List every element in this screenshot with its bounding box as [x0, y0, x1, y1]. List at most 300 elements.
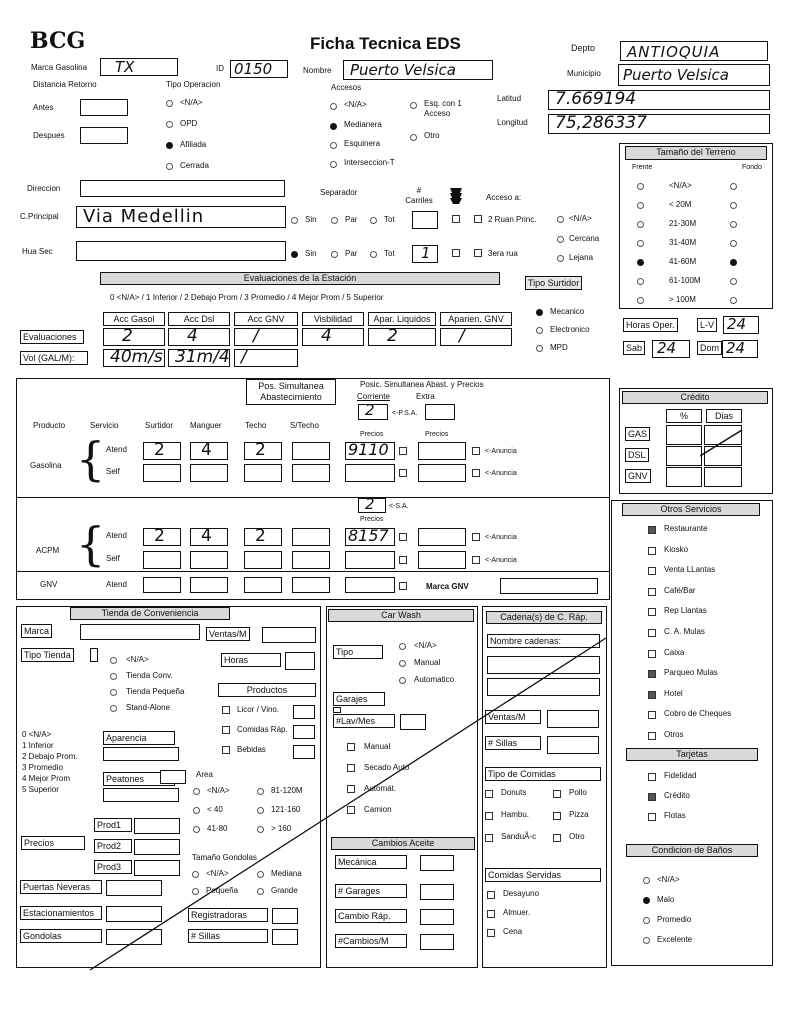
product-col-header: Manguer [190, 421, 222, 430]
separador-tot-radio[interactable] [370, 217, 377, 224]
sin-label: Sin [305, 249, 317, 258]
garajes-label: Garajes [333, 692, 385, 706]
precio-label-1: Precios [360, 431, 384, 438]
psa-label: <-P.S.A. [392, 410, 418, 417]
credito-dias-field[interactable] [704, 467, 742, 487]
acpm-label: ACPM [36, 546, 60, 555]
credito-row-gnv: GNV [625, 469, 651, 483]
eval-field[interactable]: 4 [168, 328, 230, 346]
servicio-check-venta-llantas[interactable] [648, 567, 656, 575]
id-label: ID [216, 64, 224, 73]
tamano-option: Grande [271, 886, 298, 895]
depto-field[interactable]: ANTIOQUIA [620, 41, 768, 61]
productos-divider [16, 497, 610, 498]
fondo-radio-20m[interactable] [730, 202, 737, 209]
accesos-label: <N/A> [344, 100, 367, 109]
semaforo-check[interactable] [452, 249, 460, 257]
acpm-self-extra-check[interactable] [472, 556, 480, 564]
surtidor-radio-mecanico[interactable] [536, 309, 543, 316]
despues-field[interactable] [80, 127, 128, 144]
evaluaciones-scale: 0 <N/A> / 1 Inferior / 2 Debajo Prom / 3 Promedio / 4 Mejor Prom / 5 Superior [110, 293, 384, 302]
tienda-gondolas-label: Gondolas [20, 929, 102, 943]
tipo-op-radio-afiliada[interactable] [166, 142, 173, 149]
gasolina-atend-extra-field[interactable] [418, 442, 466, 460]
acceso-cercana-radio[interactable] [557, 236, 564, 243]
comida-label: Donuts [501, 788, 527, 797]
accesos-radio-esq-con-1-acceso[interactable] [410, 102, 417, 109]
servicio-check-caixa[interactable] [648, 650, 656, 658]
tipo-tienda-label: Tipo Tienda [21, 648, 74, 662]
latitud-field[interactable]: 7.669194 [548, 90, 770, 110]
product-col-header: Servicio [90, 421, 119, 430]
gasolina-self-field[interactable] [244, 464, 282, 482]
surtidor-label: Mecanico [550, 307, 585, 316]
frente-radio-100m[interactable] [637, 297, 644, 304]
separador-sin-radio[interactable] [291, 217, 298, 224]
acpm-psa-field[interactable]: 2 [358, 498, 386, 513]
surtidor-radio-electronico[interactable] [536, 327, 543, 334]
fondo-radio-21-30m[interactable] [730, 221, 737, 228]
lv-label: L-V [697, 318, 717, 332]
acpm-anuncia-label: <-Anuncia [485, 557, 517, 564]
lv-field[interactable]: 24 [723, 316, 759, 334]
gasolina-self-anuncia-check[interactable] [399, 469, 407, 477]
gasolina-self-label: Self [106, 467, 120, 476]
acceso-lejana-label: Lejana [569, 253, 594, 262]
product-col-header: Techo [245, 421, 267, 430]
terreno-label: > 100M [669, 295, 696, 304]
traffic-light-icon [448, 186, 464, 206]
acpm-self-field[interactable] [143, 551, 181, 569]
cadena-title: Cadena(s) de C. Ráp. [486, 611, 602, 624]
gasolina-atend-field[interactable]: 2 [244, 442, 282, 460]
latitud-label: Latitud [497, 94, 522, 103]
c-principal-field[interactable]: Via Medellin [76, 206, 286, 228]
direccion-field[interactable] [80, 180, 285, 197]
nombre-label: Nombre [303, 66, 332, 75]
vol-field[interactable]: / [234, 349, 298, 367]
gasolina-self-extra-check[interactable] [472, 469, 480, 477]
acceso-na-radio[interactable] [557, 216, 564, 223]
tienda-scale-item: 3 Promedio [22, 763, 63, 772]
acpm-anuncia-label: <-Anuncia [485, 534, 517, 541]
servicio-label: Restaurante [664, 524, 708, 533]
separador-par-radio[interactable] [331, 251, 338, 258]
credito-row-dsl: DSL [625, 448, 649, 462]
credito-dias-header: Dias [706, 409, 742, 423]
longitud-label: Longitud [497, 118, 528, 127]
servicio-check-otros[interactable] [648, 732, 656, 740]
sin-label: Sin [305, 215, 317, 224]
vol-field[interactable]: 31m/4 [168, 349, 230, 367]
banos-label: Malo [657, 895, 675, 904]
tipo-comidas-label: Tipo de Comidas [485, 767, 601, 781]
corriente-psa-field[interactable]: 2 [358, 404, 388, 420]
carriles-label: # Carriles [405, 186, 433, 205]
servicio-check-parqueo-mulas[interactable] [648, 670, 656, 678]
servicio-label: Kiosko [664, 544, 689, 554]
logo: BCG [30, 28, 86, 54]
accesos-label: Interseccion-T [344, 158, 395, 167]
eval-field[interactable]: 2 [368, 328, 436, 346]
producto-label: Bebidas [237, 745, 266, 754]
servicio-label: Caixa [664, 647, 685, 657]
sa-label: <-S.A. [389, 503, 409, 510]
acpm-atend-extra-check[interactable] [472, 533, 480, 541]
surtidor-label: MPD [550, 343, 568, 352]
tienda-scale-item: 1 Inferior [22, 741, 54, 750]
acpm-atend-field[interactable]: 2 [143, 528, 181, 546]
separador-sin-radio[interactable] [291, 251, 298, 258]
direccion-label: Direccion [27, 184, 61, 193]
marca-gnv-field[interactable] [500, 578, 598, 594]
tienda-puertas-label: Puertas Neveras [20, 880, 102, 894]
acpm-atend-precio-field[interactable]: 8157 [345, 528, 395, 546]
lav-mes-label: #Lav/Mes [333, 714, 395, 728]
gnv-field[interactable] [143, 577, 181, 593]
area-label: Area [196, 770, 213, 779]
gnv-field[interactable] [292, 577, 330, 593]
accesos-radio-interseccion-t[interactable] [330, 161, 337, 168]
banos-label: <N/A> [657, 875, 680, 884]
accesos-radio-n-a[interactable] [330, 103, 337, 110]
acceso-a-label: Acceso a: [486, 193, 522, 202]
fondo-radio-100m[interactable] [730, 297, 737, 304]
tipo-op-label: OPD [180, 119, 198, 128]
eval-field[interactable]: 2 [103, 328, 165, 346]
banos-radio-n-a[interactable] [643, 877, 650, 884]
carriles-field[interactable] [412, 211, 438, 229]
acceso-check[interactable] [474, 249, 482, 257]
frente-radio-41-60m[interactable] [637, 259, 644, 266]
tot-label: Tot [384, 249, 395, 258]
comidas-servidas-label: Comidas Servidas [485, 868, 601, 882]
banos-label: Promedio [657, 915, 692, 924]
tipo-tienda-option: Stand-Alone [126, 703, 171, 712]
terreno-label: < 20M [669, 200, 692, 209]
carwash-tipo-label: Tipo [333, 645, 383, 659]
acceso-cercana-label: Cercana [569, 234, 600, 243]
gasolina-anuncia-label: <-Anuncia [485, 448, 517, 455]
gnv-label: GNV [40, 580, 58, 589]
credito-strike [700, 428, 744, 458]
acpm-atend-extra-field[interactable] [418, 528, 466, 546]
acpm-atend-anuncia-check[interactable] [399, 533, 407, 541]
comida-label: Hambu. [501, 810, 530, 819]
fondo-radio-n-a[interactable] [730, 183, 737, 190]
tarjeta-label: Crédito [664, 791, 690, 800]
peatones-label: Peatones [103, 772, 175, 786]
marca-gasolina-field[interactable]: TX [100, 58, 178, 76]
accesos-title: Accesos [331, 83, 362, 92]
servicio-label: Hotel [664, 688, 683, 698]
eval-col-header: Acc GNV [234, 312, 298, 326]
fondo-radio-61-100m[interactable] [730, 278, 737, 285]
aparencia-label: Aparencia [103, 731, 175, 745]
frente-radio-31-40m[interactable] [637, 240, 644, 247]
hua-sec-field[interactable] [76, 241, 286, 261]
posic-title: Posic. Simultanea Abast. y Precios [360, 380, 484, 389]
acpm-atend-field[interactable]: 2 [244, 528, 282, 546]
tienda-scale-item: 4 Mejor Prom [22, 774, 71, 783]
gnv-check[interactable] [399, 582, 407, 590]
gasolina-atend-field[interactable]: 2 [143, 442, 181, 460]
tamano-terreno-title: Tamaño del Terreno [625, 146, 767, 160]
sab-label: Sab [623, 341, 645, 355]
tarjeta-check-fidelidad[interactable] [648, 773, 656, 781]
tamano-option: Mediana [271, 869, 302, 878]
servida-label: Almuer. [503, 908, 531, 917]
gasolina-atend-precio-field[interactable]: 9110 [345, 442, 395, 460]
fondo-radio-41-60m[interactable] [730, 259, 737, 266]
horas-label: Horas [221, 653, 281, 667]
tienda-ventas-label: Ventas/M [206, 627, 250, 641]
prod-box-label: Prod2 [94, 839, 132, 853]
tipo-op-radio-opd[interactable] [166, 121, 173, 128]
eval-field[interactable]: 4 [302, 328, 364, 346]
gnv-field[interactable] [345, 577, 395, 593]
accesos-radio-otro[interactable] [410, 134, 417, 141]
eval-col-header: Aparien. GNV [440, 312, 512, 326]
tipo-op-label: Afiliada [180, 140, 207, 149]
gasolina-self-field[interactable] [292, 464, 330, 482]
servicio-label: C. A. Mulas [664, 627, 705, 636]
credito-pct-field[interactable] [666, 446, 702, 466]
cadena-ventas-label: Ventas/M [485, 710, 541, 724]
carwash-cambios_m-label: #Cambios/M [335, 934, 407, 948]
semaforo-check[interactable] [452, 215, 460, 223]
horas-oper-label: Horas Oper. [623, 318, 678, 332]
gasolina-self-precio-field[interactable] [345, 464, 395, 482]
tienda-marca-label: Marca [21, 624, 52, 638]
area-option: 81-120M [271, 786, 303, 795]
comida-label: Pollo [569, 788, 587, 797]
acceso-check[interactable] [474, 215, 482, 223]
acpm-self-field[interactable] [292, 551, 330, 569]
municipio-field[interactable]: Puerto Velsica [618, 64, 770, 86]
banos-radio-promedio[interactable] [643, 917, 650, 924]
tipo-op-label: Cerrada [180, 161, 209, 170]
servicio-check-hotel[interactable] [648, 691, 656, 699]
extra-label: Extra [416, 392, 435, 401]
carwash-title: Car Wash [328, 609, 474, 622]
banos-label: Excelente [657, 935, 693, 944]
fondo-radio-31-40m[interactable] [730, 240, 737, 247]
frente-radio-61-100m[interactable] [637, 278, 644, 285]
carwash-cambio_rap-label: Cambio Ráp. [335, 909, 407, 923]
dom-field[interactable]: 24 [722, 340, 758, 358]
servida-label: Cena [503, 927, 523, 936]
eval-col-header: Visbilidad [302, 312, 364, 326]
precio-label-2: Precios [425, 431, 449, 438]
otros-servicios-title: Otros Servicios [622, 503, 760, 516]
antes-field[interactable] [80, 99, 128, 116]
tarjeta-label: Flotas [664, 811, 686, 820]
gnv-field[interactable] [190, 577, 228, 593]
banos-title: Condicion de Baños [626, 844, 758, 857]
c-principal-label: C.Principal [20, 212, 59, 221]
servicio-label: Parqueo Mulas [664, 668, 718, 678]
acpm-self-field[interactable] [190, 551, 228, 569]
frente-radio-21-30m[interactable] [637, 221, 644, 228]
nombre-field[interactable]: Puerto Velsica [343, 60, 493, 80]
eval-col-header: Apar. Liquidos [368, 312, 436, 326]
gasolina-atend-field[interactable] [292, 442, 330, 460]
gasolina-self-extra-field[interactable] [418, 464, 466, 482]
nombre-cadenas-label: Nombre cadenas: [487, 634, 600, 648]
acceso-na-label: <N/A> [569, 214, 592, 223]
accesos-label: Esq. con 1 Acceso [424, 99, 462, 118]
terreno-label: 31-40M [669, 238, 697, 247]
surtidor-label: Electronico [550, 325, 590, 334]
evaluaciones-row-label: Evaluaciones [20, 330, 84, 344]
id-field[interactable]: 0150 [230, 60, 288, 78]
servicio-check-restaurante[interactable] [648, 526, 656, 534]
credito-title: Crédito [622, 391, 768, 404]
tienda-scale-item: 2 Debajo Prom. [22, 752, 78, 761]
longitud-field[interactable]: 75,286337 [548, 114, 770, 134]
distancia-title: Distancia Retorno [33, 80, 97, 89]
tipo-tienda-option: Tienda Conv. [126, 671, 173, 680]
servicio-label: Rep Llantas [664, 606, 707, 616]
eval-field[interactable]: / [234, 328, 298, 346]
corriente-label: Corriente [357, 392, 390, 401]
tienda-title: Tienda de Conveniencia [70, 607, 230, 620]
tarjeta-label: Fidelidad [664, 771, 697, 780]
area-option: > 160 [271, 824, 292, 833]
acpm-self-extra-field[interactable] [418, 551, 466, 569]
tienda-scale-item: 5 Superior [22, 785, 59, 794]
servicio-check-c-a-mulas[interactable] [648, 629, 656, 637]
carriles-field[interactable]: 1 [412, 245, 438, 263]
servicio-check-rep-llantas[interactable] [648, 608, 656, 616]
servicio-check-caf-bar[interactable] [648, 588, 656, 596]
comida-label: Otro [569, 832, 585, 841]
servida-label: Desayuno [503, 889, 540, 898]
frente-label: Frente [632, 164, 653, 171]
gasolina-atend-extra-check[interactable] [472, 447, 480, 455]
acpm-atend-field[interactable] [292, 528, 330, 546]
accesos-radio-medianera[interactable] [330, 123, 337, 130]
vol-field[interactable]: 40m/s [103, 349, 165, 367]
carwash-tipo-option: Manual [414, 658, 441, 667]
tarjeta-check-flotas[interactable] [648, 813, 656, 821]
tamano-gondolas-label: Tamaño Gondolas [192, 853, 257, 862]
comida-label: Pizza [569, 810, 589, 819]
carwash-tipo-option: Automatico [414, 675, 455, 684]
gasolina-anuncia-label: <-Anuncia [485, 470, 517, 477]
evaluaciones-title: Evaluaciones de la Estación [100, 272, 500, 285]
antes-label: Antes [33, 103, 54, 112]
tarjeta-check-cr-dito[interactable] [648, 793, 656, 801]
area-option: < 40 [207, 805, 223, 814]
frente-radio-n-a[interactable] [637, 183, 644, 190]
carwash-check-label: Manual [364, 742, 391, 751]
accesos-label: Esquinera [344, 139, 381, 148]
sab-field[interactable]: 24 [652, 340, 690, 358]
vol-row-label: Vol (GAL/M): [20, 351, 88, 365]
servicio-check-cobro-de-cheques[interactable] [648, 711, 656, 719]
strike-line [88, 636, 608, 972]
tienda-sillas-label: # Sillas [188, 929, 268, 943]
accesos-label: Medianera [344, 120, 382, 129]
separador-label: Separador [320, 188, 358, 197]
acceso-label: 3era rua [488, 249, 518, 258]
depto-label: Depto [571, 43, 596, 53]
eval-col-header: Acc Dsl [168, 312, 230, 326]
credito-pct-header: % [666, 409, 702, 423]
tipo-op-radio-n-a[interactable] [166, 100, 173, 107]
cadena-sillas-label: # Sillas [485, 736, 541, 750]
gasolina-self-field[interactable] [143, 464, 181, 482]
carwash-tipo-option: <N/A> [414, 641, 437, 650]
tamano-option: Pequeña [206, 886, 239, 895]
par-label: Par [345, 249, 358, 258]
credito-pct-field[interactable] [666, 467, 702, 487]
acpm-brace: { [76, 517, 106, 571]
tipo-tienda-option: Tienda Pequeña [126, 687, 185, 696]
surtidor-radio-mpd[interactable] [536, 345, 543, 352]
terreno-label: <N/A> [669, 181, 692, 190]
tipo-operacion-title: Tipo Operacion [166, 80, 221, 89]
gnv-atend-label: Atend [106, 580, 127, 589]
acceso-lejana-radio[interactable] [557, 255, 564, 262]
terreno-label: 21-30M [669, 219, 697, 228]
gasolina-atend-field[interactable]: 4 [190, 442, 228, 460]
acpm-self-anuncia-check[interactable] [399, 556, 407, 564]
acpm-self-label: Self [106, 554, 120, 563]
product-col-header: Producto [33, 421, 66, 430]
despues-label: Despues [33, 131, 65, 140]
banos-radio-malo[interactable] [643, 897, 650, 904]
terreno-label: 41-60M [669, 257, 697, 266]
carwash-mecanica-label: Mecánica [335, 855, 407, 869]
producto-label: Licor / Vino. [237, 705, 280, 714]
tienda-estac-label: Estacionamientos [20, 906, 102, 920]
acceso-label: 2 Ruan Princ. [488, 215, 537, 224]
accesos-radio-esquinera[interactable] [330, 142, 337, 149]
tot-label: Tot [384, 215, 395, 224]
eval-field[interactable]: / [440, 328, 512, 346]
carwash-check-label: Camion [364, 805, 392, 814]
par-label: Par [345, 215, 358, 224]
acpm-self-field[interactable] [244, 551, 282, 569]
carwash-garages-label: # Garages [335, 884, 407, 898]
gasolina-brace: { [76, 432, 106, 486]
cambios-aceite-title: Cambios Aceite [331, 837, 475, 850]
frente-radio-20m[interactable] [637, 202, 644, 209]
gnv-field[interactable] [244, 577, 282, 593]
gasolina-self-field[interactable] [190, 464, 228, 482]
banos-radio-excelente[interactable] [643, 937, 650, 944]
acpm-self-precio-field[interactable] [345, 551, 395, 569]
tamano-option: <N/A> [206, 869, 229, 878]
area-option: 121-160 [271, 805, 301, 814]
extra-psa-field[interactable] [425, 404, 455, 420]
credito-row-gas: GAS [625, 427, 650, 441]
gnv-divider [16, 571, 610, 572]
tipo-tienda-option: <N/A> [126, 655, 149, 664]
acpm-atend-field[interactable]: 4 [190, 528, 228, 546]
servicio-check-kiosko[interactable] [648, 547, 656, 555]
tipo-op-radio-cerrada[interactable] [166, 163, 173, 170]
separador-tot-radio[interactable] [370, 251, 377, 258]
gasolina-atend-anuncia-check[interactable] [399, 447, 407, 455]
separador-par-radio[interactable] [331, 217, 338, 224]
carwash-check-label: Secado Auto [364, 763, 410, 772]
gasolina-atend-label: Atend [106, 445, 127, 454]
credito-pct-field[interactable] [666, 425, 702, 445]
